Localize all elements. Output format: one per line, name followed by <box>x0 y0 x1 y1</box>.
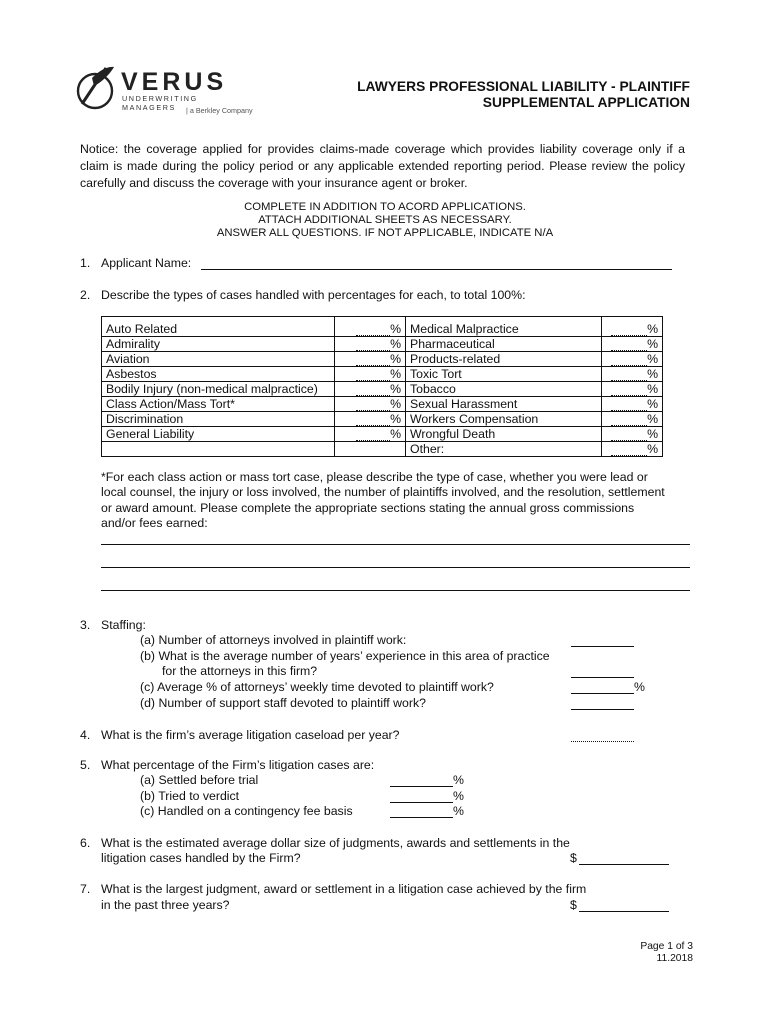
percent-blank[interactable] <box>356 354 390 366</box>
case-type-row <box>102 382 663 397</box>
q3b-label-line-2: for the attorneys in this firm? <box>162 664 318 678</box>
q3d-label: (d) Number of support staff devoted to plaintiff work? <box>140 696 426 710</box>
verus-emblem-icon <box>74 64 120 114</box>
q1-number: 1. <box>80 256 91 270</box>
percent-sign: % <box>390 337 401 351</box>
q5a-label: (a) Settled before trial <box>140 773 259 787</box>
case-type-right-percent[interactable] <box>602 412 663 427</box>
revision-date: 11.2018 <box>656 953 693 964</box>
percent-blank[interactable] <box>356 384 390 396</box>
logo-company: | a Berkley Company <box>186 106 253 115</box>
case-type-left-percent[interactable] <box>335 317 406 337</box>
percent-sign: % <box>647 322 658 336</box>
case-type-left: Class Action/Mass Tort* <box>102 397 335 412</box>
q3b-field[interactable] <box>571 677 634 678</box>
percent-sign: % <box>647 382 658 396</box>
q5a-percent: % <box>453 773 464 787</box>
logo-subtitle: UNDERWRITING MANAGERS <box>122 94 198 112</box>
percent-blank[interactable] <box>611 414 647 426</box>
q7-field[interactable] <box>579 911 669 912</box>
case-type-left-percent[interactable] <box>335 397 406 412</box>
percent-blank[interactable] <box>356 369 390 381</box>
percent-sign: % <box>647 412 658 426</box>
case-type-left: Discrimination <box>102 412 335 427</box>
q5c-percent: % <box>453 804 464 818</box>
case-type-left-percent[interactable] <box>335 337 406 352</box>
case-type-right: Toxic Tort <box>406 367 602 382</box>
q4-field[interactable] <box>571 741 634 742</box>
case-type-left: Bodily Injury (non-medical malpractice) <box>102 382 335 397</box>
percent-blank[interactable] <box>611 429 647 441</box>
case-type-right: Products-related <box>406 352 602 367</box>
q7-number: 7. <box>80 882 91 896</box>
case-type-right-percent[interactable] <box>602 352 663 367</box>
percent-sign: % <box>647 352 658 366</box>
percent-blank[interactable] <box>356 399 390 411</box>
q5b-field[interactable] <box>390 802 453 803</box>
q6-label-line-2: litigation cases handled by the Firm? <box>101 851 301 865</box>
case-type-right: Wrongful Death <box>406 427 602 442</box>
percent-blank[interactable] <box>356 339 390 351</box>
page-footer <box>640 941 693 965</box>
q3c-label: (c) Average % of attorneys’ weekly time devoted to plaintiff work? <box>140 680 494 694</box>
case-type-row <box>102 367 663 382</box>
percent-sign: % <box>390 322 401 336</box>
q3c-percent: % <box>634 680 645 694</box>
case-type-row <box>102 427 663 442</box>
verus-logo <box>74 64 254 118</box>
q3a-field[interactable] <box>571 646 634 647</box>
q5-label: What percentage of the Firm’s litigation cases are: <box>101 758 375 772</box>
q2-number: 2. <box>80 288 91 302</box>
document-title <box>357 79 690 111</box>
q3-number: 3. <box>80 618 91 632</box>
class-action-footnote: *For each class action or mass tort case, please describe the type of case, whether you were lead or local counsel, the injury or loss involved, the number of plaintiffs involved, and the resolution, settlement or award amount. Please complete the appropriate sections stating the annual gross commissions and/or fees earned: <box>101 470 665 530</box>
q5c-field[interactable] <box>390 817 453 818</box>
case-type-right: Other: <box>406 442 602 457</box>
case-type-left: Aviation <box>102 352 335 367</box>
percent-sign: % <box>390 352 401 366</box>
q7-dollar: $ <box>570 898 577 912</box>
case-type-right-percent[interactable] <box>602 382 663 397</box>
percent-sign: % <box>390 367 401 381</box>
answer-line-1[interactable] <box>101 544 690 545</box>
q5-number: 5. <box>80 758 91 772</box>
q4-number: 4. <box>80 728 91 742</box>
q3c-field[interactable] <box>571 693 634 694</box>
instruction-line-1: COMPLETE IN ADDITION TO ACORD APPLICATIONS. <box>244 201 526 213</box>
case-type-right: Tobacco <box>406 382 602 397</box>
percent-sign: % <box>390 397 401 411</box>
q6-number: 6. <box>80 836 91 850</box>
case-type-left: General Liability <box>102 427 335 442</box>
percent-sign: % <box>390 412 401 426</box>
case-type-row <box>102 352 663 367</box>
q3d-field[interactable] <box>571 709 634 710</box>
percent-blank[interactable] <box>356 429 390 441</box>
case-type-right-percent[interactable] <box>602 427 663 442</box>
percent-blank[interactable] <box>611 369 647 381</box>
case-type-right: Pharmaceutical <box>406 337 602 352</box>
percent-sign: % <box>647 337 658 351</box>
logo-name: VERUS <box>121 68 228 96</box>
percent-blank[interactable] <box>611 354 647 366</box>
q2-label: Describe the types of cases handled with percentages for each, to total 100%: <box>101 288 526 302</box>
case-type-row <box>102 412 663 427</box>
q5b-label: (b) Tried to verdict <box>140 789 240 803</box>
percent-sign: % <box>390 382 401 396</box>
q6-field[interactable] <box>579 864 669 865</box>
q5b-percent: % <box>453 789 464 803</box>
q3-label: Staffing: <box>101 618 146 632</box>
q1-label: Applicant Name: <box>101 256 192 270</box>
q3b-label-line-1: (b) What is the average number of years’ experience in this area of practice <box>140 649 550 663</box>
case-type-right-percent[interactable] <box>602 337 663 352</box>
case-type-left-percent[interactable] <box>335 412 406 427</box>
case-type-left <box>102 442 335 457</box>
title-line-2: SUPPLEMENTAL APPLICATION <box>482 95 690 110</box>
case-type-right: Workers Compensation <box>406 412 602 427</box>
instructions <box>80 201 690 240</box>
case-type-row <box>102 317 663 337</box>
case-type-left: Asbestos <box>102 367 335 382</box>
case-type-right-percent[interactable] <box>602 317 663 337</box>
q7-label-line-1: What is the largest judgment, award or settlement in a litigation case achieved by the firm <box>101 882 587 896</box>
case-type-left-percent[interactable] <box>335 442 406 457</box>
case-type-right-percent[interactable] <box>602 442 663 457</box>
percent-blank[interactable] <box>611 384 647 396</box>
case-type-right-percent[interactable] <box>602 397 663 412</box>
q3a-label: (a) Number of attorneys involved in plaintiff work: <box>140 633 407 647</box>
q5a-field[interactable] <box>390 786 453 787</box>
answer-line-2[interactable] <box>101 567 690 568</box>
case-type-row <box>102 337 663 352</box>
percent-blank[interactable] <box>611 324 647 336</box>
answer-line-3[interactable] <box>101 590 690 591</box>
percent-blank[interactable] <box>611 339 647 351</box>
case-type-right: Medical Malpractice <box>406 317 602 337</box>
percent-sign: % <box>390 427 401 441</box>
case-type-right-percent[interactable] <box>602 367 663 382</box>
case-type-left-percent[interactable] <box>335 367 406 382</box>
instruction-line-3: ANSWER ALL QUESTIONS. IF NOT APPLICABLE, INDICATE N/A <box>216 227 554 239</box>
percent-blank[interactable] <box>611 399 647 411</box>
percent-blank[interactable] <box>356 324 390 336</box>
percent-sign: % <box>647 397 658 411</box>
applicant-name-field[interactable] <box>201 269 672 270</box>
case-types-table <box>101 316 663 457</box>
case-type-left-percent[interactable] <box>335 427 406 442</box>
percent-sign: % <box>647 367 658 381</box>
case-type-row <box>102 397 663 412</box>
title-line-1: LAWYERS PROFESSIONAL LIABILITY - PLAINTIFF <box>357 79 690 94</box>
q6-label-line-1: What is the estimated average dollar size of judgments, awards and settlements in the <box>101 836 570 850</box>
q4-label: What is the firm’s average litigation caseload per year? <box>101 728 400 742</box>
percent-blank[interactable] <box>611 444 647 456</box>
case-type-left: Admirality <box>102 337 335 352</box>
case-type-row <box>102 442 663 457</box>
percent-sign: % <box>647 442 658 456</box>
notice-paragraph: Notice: the coverage applied for provides claims-made coverage which provides liability coverage only if a claim is made during the policy period or any applicable extended reporting period. Please review the policy carefully and discuss the coverage with your insurance agent or broker. <box>80 142 685 190</box>
case-type-right: Sexual Harassment <box>406 397 602 412</box>
q6-dollar: $ <box>570 851 577 865</box>
case-type-left-percent[interactable] <box>335 382 406 397</box>
percent-blank[interactable] <box>356 414 390 426</box>
q5c-label: (c) Handled on a contingency fee basis <box>140 804 353 818</box>
percent-sign: % <box>647 427 658 441</box>
case-type-left: Auto Related <box>102 317 335 337</box>
page-number: Page 1 of 3 <box>640 941 693 952</box>
q7-label-line-2: in the past three years? <box>101 898 230 912</box>
instruction-line-2: ATTACH ADDITIONAL SHEETS AS NECESSARY. <box>258 214 512 226</box>
case-type-left-percent[interactable] <box>335 352 406 367</box>
